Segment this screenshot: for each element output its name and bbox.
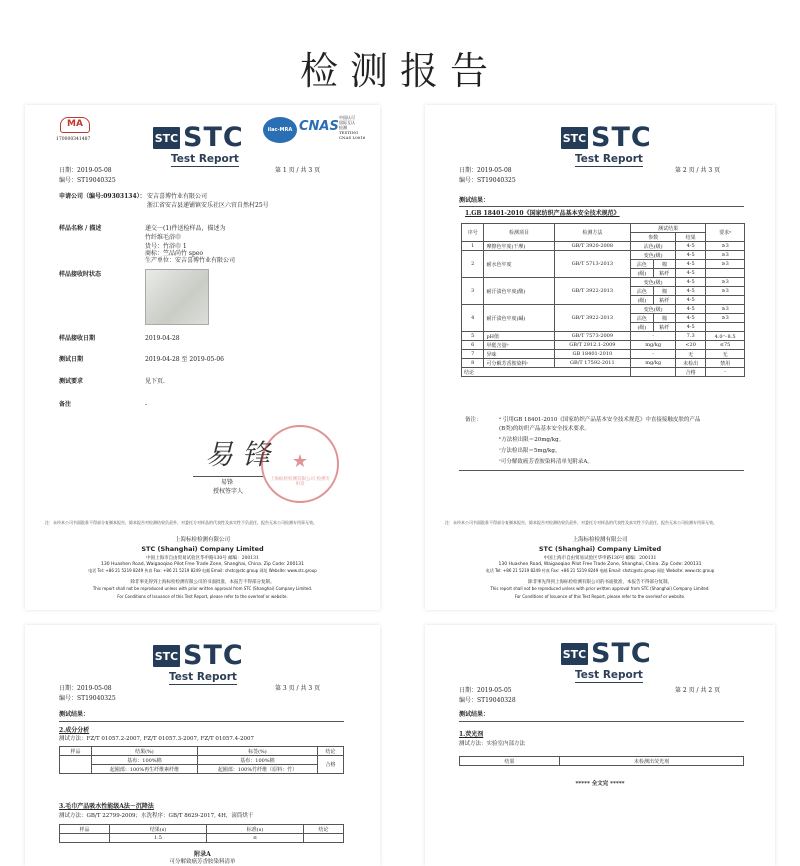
footer-company-cn: 上海标检检测有限公司	[174, 537, 230, 543]
end-of-report: ***** 全文完 *****	[575, 781, 625, 787]
results-label: 测试结果：	[459, 711, 490, 718]
cell-result: <20	[676, 341, 706, 350]
footer-address-en: 130 Huashen Road, Waigaoqiao Pilot Free Trade Zone, Shanghai, China. Zip Code: 200131	[101, 562, 304, 567]
divider	[459, 470, 744, 471]
fastness-table	[461, 223, 745, 377]
cma-code: 170000341487	[56, 137, 91, 142]
footer-contact: 电话 Tel: +86 21 5219 8249 传真 Fax: +86 21 5219 8249 电邮 Email: shstc@stc.group 网址 Website: www.stc.group	[88, 568, 317, 573]
receive-date-label: 样品接收日期	[59, 335, 96, 342]
sample-line-2: 竹纤维毛浴巾	[145, 234, 182, 241]
cell-method: GB/T 3922-2013	[554, 278, 631, 305]
head-label: 标准(s)	[207, 825, 304, 834]
report-page-4	[425, 625, 775, 866]
sample-line-1: 递交一(1)件送检样品，描述为	[145, 225, 226, 232]
stc-logo	[153, 122, 244, 153]
fluorescent-method: 测试方法：实验室内部方法	[459, 741, 526, 747]
stc-logo-box: STC	[561, 643, 588, 665]
appendix-title: 附录A	[194, 851, 211, 858]
applicant-label: 申请公司（编号:09303134）：	[59, 193, 146, 200]
report-date: 日期：2019-05-08	[59, 685, 112, 692]
test-date-label: 测试日期	[59, 356, 84, 363]
table-row	[60, 765, 344, 774]
applicant-address: 浙江省安吉县递铺镇安乐社区六官自然村25号	[147, 202, 269, 209]
stc-logo-text: STC	[591, 638, 652, 669]
cell-no: 6	[462, 341, 484, 350]
cell-requirement: 4.0～8.5	[706, 332, 745, 341]
table-row	[462, 341, 745, 350]
cell-requirement: ≥3	[706, 305, 745, 314]
comp-result-1: 基布：100%棉	[92, 756, 198, 765]
table-row	[462, 350, 745, 359]
sample-line-3: 货号：竹浴巾 1	[145, 243, 187, 250]
footer-contact: 电话 Tel: +86 21 5219 8249 传真 Fax: +86 21 5219 8249 电邮 Email: shstc@stc.group 网址 Website: www.stc.group	[485, 568, 715, 573]
signature-line	[193, 476, 263, 477]
cell-result: 4-5	[676, 242, 706, 251]
head-method: 检测方法	[554, 224, 631, 242]
cell-param: mg/kg	[631, 359, 676, 368]
cell-requirement: ≥3	[706, 242, 745, 251]
requirement-value: 见下页.	[145, 378, 165, 385]
conclusion-label: 结论	[462, 368, 631, 377]
company-seal	[261, 425, 339, 503]
section-fluorescent: 1.荧光剂	[459, 731, 484, 738]
cell-item: 可分解芳香胺染料ᶜ	[484, 359, 554, 368]
sample-label: 样品名称 / 描述	[59, 225, 102, 232]
report-page-2	[425, 105, 775, 610]
absorbency-method: 测试方法：GB/T 22799-2009；水洗程序：GB/T 8629-2017, 4H，滚筒烘干	[59, 813, 254, 819]
report-page-1	[25, 105, 380, 610]
footer-company-en: STC (Shanghai) Company Limited	[538, 545, 662, 553]
table-row	[462, 278, 745, 287]
cell-result: 4-5	[676, 287, 706, 296]
cell-result: 4-5	[676, 314, 706, 323]
sample-photo	[145, 269, 209, 325]
notes-label: 备注：	[465, 417, 482, 423]
page-number: 第 2 页 / 共 2 页	[675, 687, 721, 694]
ilac-mra-logo: ilac-MRA	[263, 117, 297, 143]
result-value: 未检测出荧光剂	[560, 757, 744, 766]
head-requirement: 要求ᵃ	[706, 224, 745, 242]
results-label: 测试结果：	[59, 711, 90, 718]
applicant-name: 安吉喜博竹业有限公司	[147, 193, 208, 200]
cell-param: 沾色	[631, 314, 653, 323]
cell-result: 4-5	[676, 269, 706, 278]
table-row	[462, 242, 745, 251]
head-label: 标签(%)	[197, 747, 317, 756]
cell-param: 变色(级)	[631, 305, 676, 314]
note-2: (B类)的纺织产品基本安全技术要求。	[499, 426, 590, 432]
cell-result: 4-5	[676, 323, 706, 332]
stc-logo-text: STC	[183, 122, 244, 153]
note-3: ᵇ方法检出限＝20mg/kg。	[499, 437, 565, 443]
absorbency-table	[59, 824, 344, 843]
head-result: 结果(s)	[110, 825, 207, 834]
cell-param: 沾色	[631, 260, 653, 269]
cell-result: 无	[676, 350, 706, 359]
head-verdict: 结论	[304, 825, 344, 834]
stc-logo-text: STC	[591, 122, 652, 153]
cell-method: GB/T 3922-2013	[554, 305, 631, 332]
signer-name: 易锋	[221, 479, 234, 486]
cell-param-sub: 棉	[653, 314, 675, 323]
head-result-group: 测试结果	[631, 224, 706, 233]
footer-notice: 注：未经本公司书面批准不得部分复制本报告，除本报告对检测结果负责外，对委托方对样品的代表性及真实性不负责任，报告无本公司检测专用章无效。	[45, 520, 317, 525]
conclusion-value: 合格	[676, 368, 706, 377]
section-absorbency: 3.毛巾产品吸水性能级A法－沉降法	[59, 803, 154, 810]
cell-method: GB/T 17592-2011	[554, 359, 631, 368]
comp-result-2: 起圈部：100%再生纤维素纤维	[92, 765, 198, 774]
table-header-row	[462, 224, 745, 233]
cell-method: GB/T 3920-2008	[554, 242, 631, 251]
test-report-label: Test Report	[171, 153, 239, 165]
divider	[459, 721, 744, 722]
cell-param-sub: 粘纤	[653, 269, 675, 278]
cell-requirement: ≤75	[706, 341, 745, 350]
head-item: 检测项目	[484, 224, 554, 242]
cell-no: 4	[462, 305, 484, 332]
cell-result: 4-5	[676, 278, 706, 287]
report-number: 编号：ST19040328	[459, 697, 516, 704]
conclusion-requirement: -	[706, 368, 745, 377]
footer-company-cn: 上海标检检测有限公司	[572, 537, 628, 543]
photo-label: 样品接收时状态	[59, 271, 102, 278]
cell-requirement	[706, 269, 745, 278]
cell-item: 异味	[484, 350, 554, 359]
table-row	[462, 251, 745, 260]
fluorescent-table	[459, 756, 744, 766]
cell-param-sub: 棉	[653, 260, 675, 269]
table-row	[60, 825, 344, 834]
composition-method: 测试方法：FZ/T 01057.2-2007, FZ/T 01057.3-2007, FZ/T 01057.4-2007	[59, 736, 255, 742]
comp-verdict: 合格	[318, 756, 344, 774]
cell-requirement: ≥3	[706, 251, 745, 260]
page-number: 第 2 页 / 共 3 页	[675, 167, 721, 174]
footer-repro-en: This report shall not be reproduced unless with prior written approval from STC (Shanghai) Company Limited.	[92, 586, 313, 591]
cell-requirement: ≥3	[706, 287, 745, 296]
seal-star-icon: ★	[291, 451, 309, 472]
standard-title: 1.GB 18401-2010《国家纺织产品基本安全技术规范》	[465, 210, 620, 217]
cell-param: (级)	[631, 296, 653, 305]
abs-label: ≤	[207, 834, 304, 843]
requirement-label: 测试要求	[59, 378, 84, 385]
appendix-subtitle: 可分解致癌芳香胺染料清单	[169, 859, 236, 865]
footer-repro-cn: 除非事先得到上海标检检测有限公司的书面批准，本报告不得部分复制。	[130, 580, 275, 585]
receive-date-value: 2019-04-28	[145, 335, 180, 342]
comp-label-1: 基布：100%棉	[197, 756, 317, 765]
cell-item: 摩擦色牢度(干摩)	[484, 242, 554, 251]
cell-param-sub: 粘纤	[653, 296, 675, 305]
stc-logo-box: STC	[153, 645, 180, 667]
sample-line-5: 生产单位：安吉喜博竹业有限公司	[145, 257, 236, 264]
head-verdict: 结论	[318, 747, 344, 756]
footer-company-en: STC (Shanghai) Company Limited	[141, 545, 264, 553]
seal-text: 上海标检检测有限公司 检测专用章	[270, 477, 330, 487]
report-number: 编号：ST19040325	[59, 177, 116, 184]
cell-param: -	[631, 332, 676, 341]
cell-no: 3	[462, 278, 484, 305]
cell-param-sub: 粘纤	[653, 323, 675, 332]
report-date: 日期：2019-05-05	[459, 687, 512, 694]
cell-requirement	[706, 296, 745, 305]
cell-method: GB/T 7573-2009	[554, 332, 631, 341]
comp-label-2: 起圈部：100%竹纤维（原料：竹）	[197, 765, 317, 774]
head-sample: 样品	[60, 747, 92, 756]
cell-param: 沾色(级)	[631, 242, 676, 251]
table-row	[462, 359, 745, 368]
cell-item: 甲醛含量ᵇ	[484, 341, 554, 350]
cell-method: GB/T 5713-2013	[554, 251, 631, 278]
signature: 易 锋	[205, 438, 270, 471]
signer-title: 授权签字人	[213, 488, 244, 495]
page-number: 第 1 页 / 共 3 页	[275, 167, 321, 174]
result-label: 结果	[460, 757, 560, 766]
divider	[59, 721, 344, 722]
cell-requirement: ≥3	[706, 278, 745, 287]
footer-address-en: 130 Huashen Road, Waigaoqiao Pilot Free Trade Zone, Shanghai, China. Zip Code: 200131	[498, 562, 702, 567]
table-row	[462, 332, 745, 341]
cell-param: 沾色	[631, 287, 653, 296]
head-result: 结果	[676, 233, 706, 242]
document-title: 检测报告	[299, 49, 500, 93]
footer-address-cn: 中国上海市自由贸易试验区华申路130号 邮编：200131	[146, 556, 259, 561]
cell-result: 未检出	[676, 359, 706, 368]
footer-repro-cn: 除非事先得到上海标检检测有限公司的书面批准，本报告不得部分复制。	[528, 580, 672, 585]
cell-param: -	[631, 350, 676, 359]
cnas-logo: CNAS	[299, 119, 339, 134]
cell-result: 4-5	[676, 305, 706, 314]
stc-logo-box: STC	[561, 127, 588, 149]
table-row	[60, 747, 344, 756]
stc-logo	[561, 122, 652, 153]
cell-no: 5	[462, 332, 484, 341]
cell-requirement: ≥3	[706, 314, 745, 323]
cell-result: 4-5	[676, 260, 706, 269]
table-row	[60, 756, 344, 765]
cell-requirement	[706, 323, 745, 332]
report-number: 编号：ST19040325	[59, 695, 116, 702]
stc-logo-text: STC	[183, 640, 244, 671]
report-date: 日期：2019-05-08	[59, 167, 112, 174]
report-number: 编号：ST19040325	[459, 177, 516, 184]
footer-address-cn: 中国上海市自由贸易试验区华申路130号 邮编：200131	[543, 556, 657, 561]
cell-requirement: ≥3	[706, 260, 745, 269]
footer-repro-en: This report shall not be reproduced unless with prior written approval from STC (Shanghai) Company Limited.	[490, 586, 710, 591]
page-number: 第 3 页 / 共 3 页	[275, 685, 321, 692]
results-label: 测试结果：	[459, 197, 490, 204]
test-report-label: Test Report	[575, 669, 643, 681]
cma-logo: MA	[60, 117, 90, 133]
note-4: ᶜ方法检出限＝5mg/kg。	[499, 448, 561, 454]
test-report-label: Test Report	[169, 671, 237, 683]
divider	[459, 206, 744, 207]
cell-param: (级)	[631, 323, 653, 332]
cell-method: GB/T 2912.1-2009	[554, 341, 631, 350]
table-row	[60, 834, 344, 843]
cell-method: GB 18401-2010	[554, 350, 631, 359]
report-page-3	[25, 625, 380, 866]
cell-result: 7.3	[676, 332, 706, 341]
head-param: 参数	[631, 233, 676, 242]
head-result: 结果(%)	[92, 747, 198, 756]
stc-logo-box: STC	[153, 127, 180, 149]
test-date-value: 2019-04-28 至 2019-05-06	[145, 356, 225, 363]
footer-conditions: For Conditions of Issuance of this Test Report, please refer to the overleaf or website.	[514, 594, 686, 599]
footer-conditions: For Conditions of Issuance of this Test Report, please refer to the overleaf or website.	[117, 594, 288, 599]
test-report-label: Test Report	[575, 153, 643, 165]
footer-notice: 注：未经本公司书面批准不得部分复制本报告，除本报告对检测结果负责外，对委托方对样品的代表性及真实性不负责任，报告无本公司检测专用章无效。	[445, 520, 717, 525]
cell-requirement: 无	[706, 350, 745, 359]
note-1: ᵃ 引用GB 18401-2010《国家纺织产品基本安全技术规范》中直接接触皮肤的产品	[499, 417, 701, 423]
remark-value: -	[145, 401, 148, 408]
head-no: 序号	[462, 224, 484, 242]
cell-param: 变色(级)	[631, 251, 676, 260]
remark-label: 备注	[59, 401, 72, 408]
cell-param: (级)	[631, 269, 653, 278]
cell-no: 2	[462, 251, 484, 278]
cell-no: 8	[462, 359, 484, 368]
composition-table	[59, 746, 344, 774]
note-5: ᶜ可分解致癌芳香胺染料清单见附录A。	[499, 459, 593, 465]
cell-param: 变色(级)	[631, 278, 676, 287]
head-sample: 样品	[60, 825, 110, 834]
cell-item: 耐汗渍色牢度(酸)	[484, 278, 554, 305]
cell-no: 7	[462, 350, 484, 359]
cnas-text: 中国认可 国际互认 检测 TESTING CNAS L0616	[339, 115, 366, 140]
cell-item: 耐水色牢度	[484, 251, 554, 278]
table-row	[460, 757, 744, 766]
cell-param: mg/kg	[631, 341, 676, 350]
cell-item: pH值	[484, 332, 554, 341]
table-row	[462, 305, 745, 314]
section-composition: 2.成分分析	[59, 727, 90, 734]
cell-no: 1	[462, 242, 484, 251]
report-date: 日期：2019-05-08	[459, 167, 512, 174]
stc-logo	[561, 638, 652, 669]
cell-result: 4-5	[676, 296, 706, 305]
stc-logo	[153, 640, 244, 671]
cell-param-sub: 棉	[653, 287, 675, 296]
table-row	[462, 368, 745, 377]
cell-item: 耐汗渍色牢度(碱)	[484, 305, 554, 332]
cell-requirement: 禁用	[706, 359, 745, 368]
sample-line-4: 商标：竺品尚竹 speo	[145, 250, 203, 257]
abs-result: 1.5	[110, 834, 207, 843]
cell-result: 4-5	[676, 251, 706, 260]
